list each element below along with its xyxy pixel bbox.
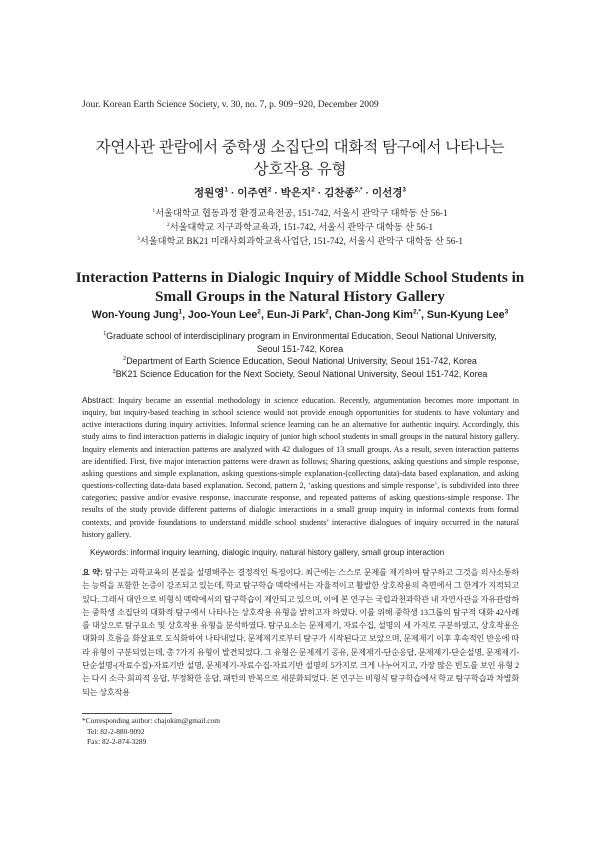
affiliation-mark: 2 <box>166 221 170 228</box>
affiliation-line: Seoul 151-742, Korea <box>256 343 344 354</box>
affiliation-text: 서울대학교 협동과정 환경교육전공, 151-742, 서울시 관악구 대학동 산 56-1 <box>155 208 448 218</box>
english-affiliations <box>90 330 510 380</box>
corresponding-author: *Corresponding author: chajokim@gmail.com <box>82 716 220 725</box>
korean-affiliations <box>60 206 540 248</box>
affiliation-line <box>60 220 540 234</box>
summary-text: 탐구는 과학교육의 본질을 설명해주는 결정적인 특징이다. 최근에는 스스로 문제를 제기하여 탐구하고 그것을 의사소통하는 능력을 포함한 논증이 강조되고 있는데, 학교 탐구학습 맥락에서는 자율적이고 활발한 상호작용의 측면에서 그 한계가 지적되고 있다. 그래서 대안으로 비형식 맥락에서의 탐구학습이 제안되고 있으며, 이에 본 연구는 국립과천과학관 내 자연사관을 자유관람하는 중학생 소집단의 대화적 탐구에서 나타나는 상호작용 유형을 밝히고자 하였다. 이를 위해 중학생 13그룹의 탐구적 대화 42사례를 대상으로 탐구요소 및 상호작용 유형을 분석하였다. 탐구요소는 문제제기, 자료수집, 설명의 세 가지로 구분하였고, 상호작용은 대화의 흐름을 화살표로 도식화하여 나타내었다. 문제제기로부터 탐구가 시작된다고 보았으며, 문제제기 이후 후속적인 반응에 따라 유형이 구분되었는데, 총 7가지 유형이 발견되었다. 그 유형은 문제제기 공유, 문제제기-단순응답, 문제제기-단순설명, 문제제기-단순설명-(자료수집)-자료기반 설명, 문제제기-자료수집-자료기반 설명의 5가지로 크게 나누어지고, 가장 많은 빈도를 보인 유형 2는 다시 소극·회피적 응답, 부정확한 응답, 패턴의 반복으로 세분화되었다. 본 연구는 비형식 탐구학습에서 학교 탐구학습과 차별화되는 상호작용 <box>82 568 520 697</box>
keywords-text: informal inquiry learning, dialogic inquiry, natural history gallery, small group interaction <box>130 548 445 557</box>
affiliation-line <box>60 206 540 220</box>
affiliation-line <box>90 368 510 381</box>
author-affiliation-mark: 2,* <box>354 186 363 194</box>
author-separator: · <box>271 187 281 199</box>
affiliation-mark: 3 <box>137 235 140 242</box>
affiliation-text: BK21 Science Education for the Next Society, Seoul National University, Seoul 151-742, Korea <box>115 368 488 379</box>
author-affiliation-mark: 2 <box>257 308 261 316</box>
author-affiliation-mark: 2 <box>311 186 315 194</box>
affiliation-mark: 2 <box>123 356 127 363</box>
author-separator: , <box>182 309 189 321</box>
affiliation-line <box>90 355 510 368</box>
author-affiliation-mark: 3 <box>504 308 509 316</box>
author-separator: , <box>328 309 335 321</box>
author-separator: · <box>362 187 372 199</box>
fax: Fax: 82-2-874-3289 <box>87 737 147 746</box>
author-name: Joo-Youn Lee <box>188 309 258 321</box>
korean-title <box>60 137 540 181</box>
footnote <box>82 716 220 748</box>
korean-summary <box>82 566 519 699</box>
affiliation-text: 서울대학교 BK21 미래사회과학교육사업단, 151-742, 서울시 관악구 대학동 산 56-1 <box>139 236 463 246</box>
author-name: 이선경 <box>371 187 403 199</box>
author-affiliation-mark: 1 <box>178 308 183 316</box>
keywords-label: Keywords: <box>90 548 129 557</box>
affiliation-text: Graduate school of interdisciplinary program in Environmental Education, Seoul National University, <box>106 331 497 341</box>
author-affiliation-mark: 2,* <box>412 308 421 316</box>
author-name: Chan-Jong Kim <box>334 309 413 321</box>
affiliation-text: 서울대학교 지구과학교육과, 151-742, 서울시 관악구 대학동 산 56-1 <box>169 222 434 232</box>
abstract <box>82 395 519 541</box>
author-affiliation-mark: 2 <box>325 308 329 316</box>
korean-title-line: 상호작용 유형 <box>253 161 347 178</box>
footnote-divider <box>82 713 172 714</box>
author-name: 정원영 <box>193 187 225 199</box>
affiliation-mark: 1 <box>152 207 156 214</box>
korean-author-list <box>60 185 540 200</box>
affiliation-text: Department of Earth Science Education, Seoul National University, Seoul 151-742, Korea <box>126 356 477 367</box>
summary-label: 요 약: <box>82 568 103 577</box>
author-name: Won-Young Jung <box>91 309 179 321</box>
author-name: 박은지 <box>280 187 312 199</box>
abstract-label: Abstract: <box>82 396 115 405</box>
author-affiliation-mark: 1 <box>224 186 229 194</box>
keywords <box>90 548 520 557</box>
author-separator: · <box>228 187 238 199</box>
author-separator: , <box>260 309 267 321</box>
author-affiliation-mark: 3 <box>402 186 406 194</box>
affiliation-mark: 1 <box>103 331 107 338</box>
affiliation-mark: 3 <box>112 368 116 375</box>
author-name: 이주연 <box>237 187 268 199</box>
english-author-list <box>50 309 550 321</box>
korean-title-line: 자연사관 관람에서 중학생 소집단의 대화적 탐구에서 나타나는 <box>95 139 505 156</box>
english-title <box>70 268 530 306</box>
author-affiliation-mark: 2 <box>267 186 272 194</box>
affiliation-line <box>60 234 540 248</box>
author-name: Sun-Kyung Lee <box>426 309 505 321</box>
author-name: 김찬종 <box>324 187 355 199</box>
author-separator: · <box>314 187 325 199</box>
english-title-line: Small Groups in the Natural History Gallery <box>155 288 445 305</box>
abstract-text: Inquiry became an essential methodology in science education. Recently, argumentation becomes more important in inquiry, but inquiry-based teaching in school science would not provide enough opportunities for students to have voluntary and active interactions during inquiry activities. Informal science learning can be an alternative for authentic inquiry. Accordingly, this study aims to find interaction patterns in dialogic inquiry of junior high school students in small groups in the natural history gallery. Inquiry elements and interaction patterns are analyzed with 42 dialogues of 13 small groups. As a result, seven interaction patterns are identified. First, five major interaction patterns were drawn as follows; Sharing questions, asking questions and simple response, asking questions and simple explanation, asking questions-simple explanation-(collecting data)-data based explanation, and asking questions-collecting data-data based explanation. Second, pattern 2, ‘asking questions and simple response’, is subdivided into three categories; passive and/or evasive response, inaccurate response, and repeated patterns of asking questions-simple response. The results of the study provide different patterns of dialogic interactions in a small group inquiry in informal contexts from formal contexts, and provide foundations to understand middle school students’ interactive dialogues of inquiry occurred in the natural history gallery. <box>82 396 519 539</box>
affiliation-line <box>90 330 510 343</box>
journal-citation: Jour. Korean Earth Science Society, v. 30, no. 7, p. 909−920, December 2009 <box>82 99 379 110</box>
author-name: Eun-Ji Park <box>266 309 326 321</box>
telephone: Tel: 82-2-880-9092 <box>87 726 145 736</box>
author-separator: , <box>420 309 427 321</box>
english-title-line: Interaction Patterns in Dialogic Inquiry of Middle School Students in <box>75 269 525 286</box>
